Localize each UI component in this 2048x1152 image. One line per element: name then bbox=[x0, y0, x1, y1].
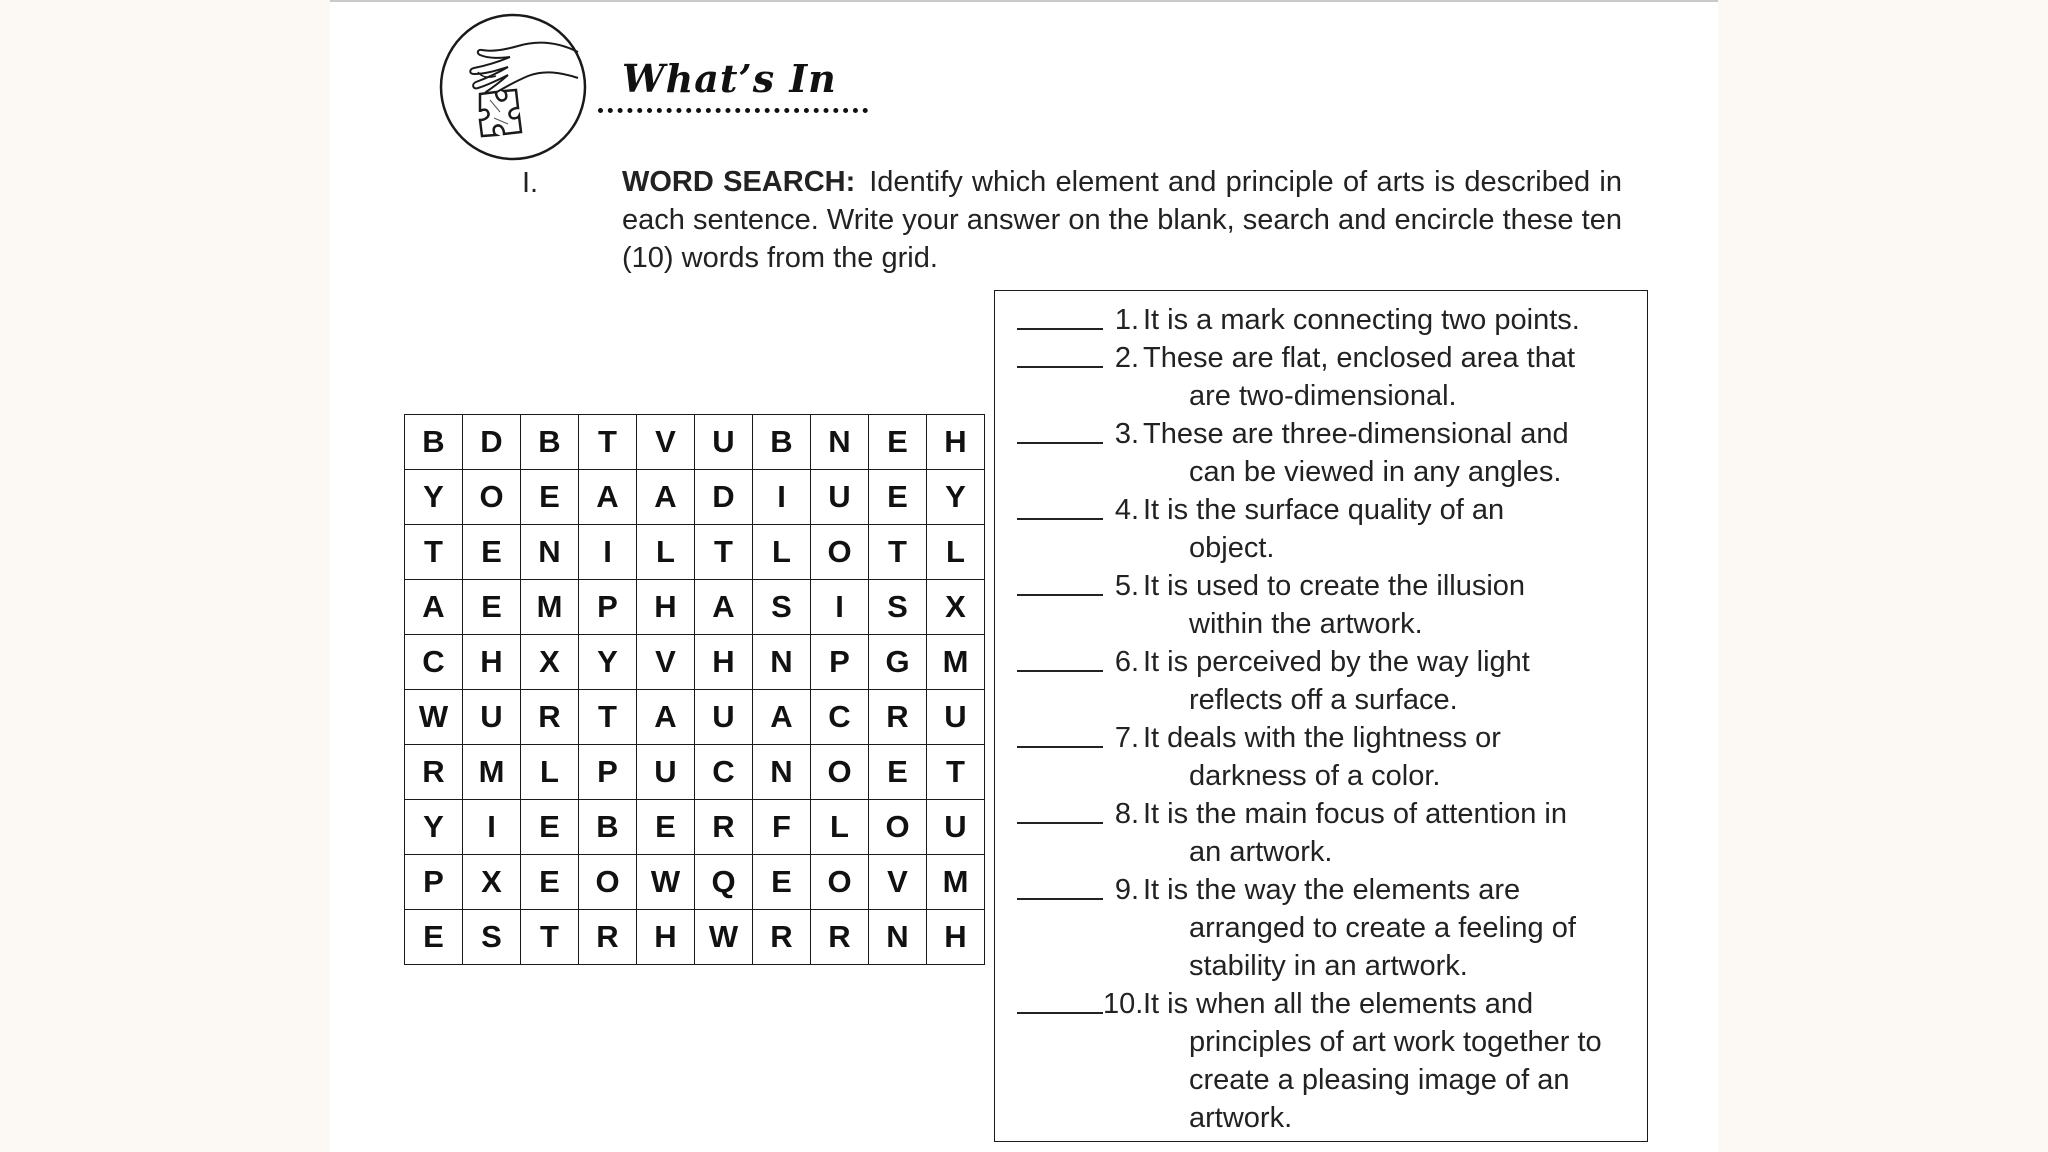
clue-text: It is the way the elements are bbox=[1143, 874, 1521, 906]
grid-cell[interactable]: N bbox=[811, 415, 869, 470]
grid-cell[interactable]: A bbox=[753, 690, 811, 745]
answer-blank[interactable] bbox=[1017, 366, 1103, 368]
clue-text: It is perceived by the way light bbox=[1143, 646, 1530, 678]
grid-cell[interactable]: L bbox=[811, 800, 869, 855]
grid-cell[interactable]: Y bbox=[405, 800, 463, 855]
grid-cell[interactable]: I bbox=[811, 580, 869, 635]
grid-cell[interactable]: O bbox=[869, 800, 927, 855]
clue-number: 5. bbox=[1114, 570, 1139, 602]
clue-item bbox=[1017, 795, 1637, 871]
instruction-text: Identify which element and principle of arts is described in each sentence. Write your answer on the blank, search and encircle these ten (10) words from the grid. bbox=[622, 166, 1622, 274]
grid-cell[interactable]: L bbox=[521, 745, 579, 800]
clue-number: 6. bbox=[1114, 646, 1139, 678]
grid-cell[interactable]: X bbox=[927, 580, 985, 635]
grid-cell[interactable]: N bbox=[753, 745, 811, 800]
clue-number: 1. bbox=[1114, 304, 1139, 336]
clue-text: create a pleasing image of an bbox=[1189, 1064, 1570, 1096]
grid-cell[interactable]: S bbox=[753, 580, 811, 635]
grid-row bbox=[405, 580, 985, 635]
answer-blank[interactable] bbox=[1017, 594, 1103, 596]
grid-row bbox=[405, 855, 985, 910]
grid-cell[interactable]: E bbox=[521, 470, 579, 525]
grid-cell[interactable]: U bbox=[811, 470, 869, 525]
clue-text: can be viewed in any angles. bbox=[1189, 456, 1562, 488]
clue-number: 7. bbox=[1114, 722, 1139, 754]
grid-cell[interactable]: V bbox=[869, 855, 927, 910]
grid-cell[interactable]: A bbox=[637, 690, 695, 745]
grid-cell[interactable]: I bbox=[463, 800, 521, 855]
clue-number: 10. bbox=[1103, 988, 1144, 1020]
grid-cell[interactable]: H bbox=[637, 910, 695, 965]
clue-text: It is the main focus of attention in bbox=[1143, 798, 1567, 830]
clue-item bbox=[1017, 415, 1637, 491]
clue-text: It is a mark connecting two points. bbox=[1143, 304, 1580, 336]
grid-cell[interactable]: U bbox=[695, 690, 753, 745]
clue-text: principles of art work together to bbox=[1189, 1026, 1602, 1058]
grid-cell[interactable]: P bbox=[579, 580, 637, 635]
word-search-grid bbox=[404, 414, 985, 965]
grid-cell[interactable]: P bbox=[405, 855, 463, 910]
clue-item bbox=[1017, 985, 1637, 1137]
grid-cell[interactable]: I bbox=[579, 525, 637, 580]
grid-cell[interactable]: T bbox=[521, 910, 579, 965]
grid-cell[interactable]: P bbox=[811, 635, 869, 690]
hand-placing-puzzle-piece-icon bbox=[438, 12, 588, 162]
clue-item bbox=[1017, 491, 1637, 567]
instructions-paragraph bbox=[622, 163, 1622, 277]
grid-row bbox=[405, 415, 985, 470]
clue-number: 2. bbox=[1114, 342, 1139, 374]
item-numeral: I. bbox=[522, 167, 539, 199]
grid-cell[interactable]: O bbox=[579, 855, 637, 910]
grid-cell[interactable]: F bbox=[753, 800, 811, 855]
clue-item bbox=[1017, 567, 1637, 643]
grid-cell[interactable]: R bbox=[869, 690, 927, 745]
grid-cell[interactable]: R bbox=[753, 910, 811, 965]
grid-cell[interactable]: T bbox=[927, 745, 985, 800]
answer-blank[interactable] bbox=[1017, 1012, 1103, 1014]
grid-cell[interactable]: U bbox=[695, 415, 753, 470]
answer-blank[interactable] bbox=[1017, 328, 1103, 330]
grid-cell[interactable]: P bbox=[579, 745, 637, 800]
grid-cell[interactable]: I bbox=[753, 470, 811, 525]
grid-cell[interactable]: E bbox=[463, 580, 521, 635]
clue-item bbox=[1017, 719, 1637, 795]
clue-item bbox=[1017, 301, 1637, 339]
clues-box bbox=[994, 290, 1648, 1142]
grid-cell[interactable]: H bbox=[463, 635, 521, 690]
grid-row bbox=[405, 470, 985, 525]
grid-cell[interactable]: L bbox=[637, 525, 695, 580]
grid-cell[interactable]: V bbox=[637, 635, 695, 690]
grid-cell[interactable]: M bbox=[927, 855, 985, 910]
grid-cell[interactable]: X bbox=[521, 635, 579, 690]
grid-cell[interactable]: T bbox=[579, 415, 637, 470]
clue-text: object. bbox=[1189, 532, 1275, 564]
clue-text: These are flat, enclosed area that bbox=[1143, 342, 1576, 374]
clue-text: artwork. bbox=[1189, 1102, 1293, 1134]
answer-blank[interactable] bbox=[1017, 898, 1103, 900]
clue-text: It is when all the elements and bbox=[1143, 988, 1534, 1020]
grid-cell[interactable]: A bbox=[405, 580, 463, 635]
clue-item bbox=[1017, 871, 1637, 985]
top-divider bbox=[330, 0, 1718, 2]
grid-cell[interactable]: R bbox=[811, 910, 869, 965]
grid-cell[interactable]: Y bbox=[405, 470, 463, 525]
grid-cell[interactable]: S bbox=[869, 580, 927, 635]
grid-cell[interactable]: H bbox=[637, 580, 695, 635]
grid-cell[interactable]: C bbox=[811, 690, 869, 745]
grid-cell[interactable]: W bbox=[695, 910, 753, 965]
section-title: What’s In bbox=[622, 56, 837, 101]
grid-cell[interactable]: T bbox=[405, 525, 463, 580]
grid-row bbox=[405, 525, 985, 580]
clue-text: stability in an artwork. bbox=[1189, 950, 1468, 982]
answer-blank[interactable] bbox=[1017, 746, 1103, 748]
grid-cell[interactable]: U bbox=[637, 745, 695, 800]
grid-cell[interactable]: A bbox=[579, 470, 637, 525]
clue-text: It is used to create the illusion bbox=[1143, 570, 1526, 602]
grid-cell[interactable]: E bbox=[869, 745, 927, 800]
grid-cell[interactable]: E bbox=[521, 855, 579, 910]
grid-cell[interactable]: E bbox=[405, 910, 463, 965]
grid-cell[interactable]: V bbox=[637, 415, 695, 470]
grid-cell[interactable]: N bbox=[521, 525, 579, 580]
grid-cell[interactable]: B bbox=[521, 415, 579, 470]
grid-cell[interactable]: B bbox=[753, 415, 811, 470]
grid-cell[interactable]: C bbox=[695, 745, 753, 800]
grid-cell[interactable]: O bbox=[463, 470, 521, 525]
title-dotted-underline bbox=[598, 108, 868, 113]
clue-item bbox=[1017, 339, 1637, 415]
grid-cell[interactable]: W bbox=[637, 855, 695, 910]
worksheet-page bbox=[330, 0, 1718, 1152]
grid-cell[interactable]: T bbox=[579, 690, 637, 745]
grid-cell[interactable]: H bbox=[695, 635, 753, 690]
grid-cell[interactable]: W bbox=[405, 690, 463, 745]
grid-cell[interactable]: L bbox=[927, 525, 985, 580]
grid-row bbox=[405, 910, 985, 965]
grid-cell[interactable]: O bbox=[811, 745, 869, 800]
answer-blank[interactable] bbox=[1017, 822, 1103, 824]
grid-cell[interactable]: R bbox=[579, 910, 637, 965]
grid-cell[interactable]: E bbox=[521, 800, 579, 855]
grid-cell[interactable]: Y bbox=[579, 635, 637, 690]
answer-blank[interactable] bbox=[1017, 442, 1103, 444]
grid-cell[interactable]: S bbox=[463, 910, 521, 965]
clue-number: 3. bbox=[1114, 418, 1139, 450]
clue-text: It is the surface quality of an bbox=[1143, 494, 1505, 526]
clue-text: These are three-dimensional and bbox=[1143, 418, 1569, 450]
grid-cell[interactable]: C bbox=[405, 635, 463, 690]
grid-cell[interactable]: E bbox=[753, 855, 811, 910]
grid-cell[interactable]: M bbox=[521, 580, 579, 635]
grid-cell[interactable]: U bbox=[463, 690, 521, 745]
clue-text: an artwork. bbox=[1189, 836, 1333, 868]
grid-cell[interactable]: R bbox=[521, 690, 579, 745]
grid-cell[interactable]: A bbox=[695, 580, 753, 635]
grid-cell[interactable]: Q bbox=[695, 855, 753, 910]
grid-cell[interactable]: R bbox=[405, 745, 463, 800]
grid-cell[interactable]: H bbox=[927, 910, 985, 965]
clue-text: within the artwork. bbox=[1189, 608, 1423, 640]
grid-cell[interactable]: E bbox=[637, 800, 695, 855]
grid-cell[interactable]: E bbox=[869, 415, 927, 470]
grid-cell[interactable]: T bbox=[695, 525, 753, 580]
grid-row bbox=[405, 800, 985, 855]
grid-cell[interactable]: B bbox=[579, 800, 637, 855]
grid-cell[interactable]: T bbox=[869, 525, 927, 580]
clue-text: darkness of a color. bbox=[1189, 760, 1441, 792]
grid-cell[interactable]: U bbox=[927, 800, 985, 855]
grid-cell[interactable]: A bbox=[637, 470, 695, 525]
clue-text: arranged to create a feeling of bbox=[1189, 912, 1576, 944]
answer-blank[interactable] bbox=[1017, 518, 1103, 520]
grid-cell[interactable]: B bbox=[405, 415, 463, 470]
instruction-lead: WORD SEARCH: bbox=[622, 166, 856, 198]
grid-row bbox=[405, 745, 985, 800]
grid-cell[interactable]: H bbox=[927, 415, 985, 470]
grid-cell[interactable]: D bbox=[463, 415, 521, 470]
grid-row bbox=[405, 690, 985, 745]
grid-cell[interactable]: M bbox=[927, 635, 985, 690]
grid-cell[interactable]: G bbox=[869, 635, 927, 690]
grid-cell[interactable]: U bbox=[927, 690, 985, 745]
grid-row bbox=[405, 635, 985, 690]
clue-item bbox=[1017, 643, 1637, 719]
grid-cell[interactable]: L bbox=[753, 525, 811, 580]
grid-cell[interactable]: D bbox=[695, 470, 753, 525]
grid-cell[interactable]: O bbox=[811, 855, 869, 910]
clue-text: It deals with the lightness or bbox=[1143, 722, 1501, 754]
grid-cell[interactable]: E bbox=[869, 470, 927, 525]
grid-cell[interactable]: M bbox=[463, 745, 521, 800]
grid-cell[interactable]: R bbox=[695, 800, 753, 855]
grid-cell[interactable]: E bbox=[463, 525, 521, 580]
clue-number: 4. bbox=[1114, 494, 1139, 526]
grid-cell[interactable]: X bbox=[463, 855, 521, 910]
grid-cell[interactable]: N bbox=[753, 635, 811, 690]
clue-text: reflects off a surface. bbox=[1189, 684, 1458, 716]
clue-number: 8. bbox=[1114, 798, 1139, 830]
grid-cell[interactable]: O bbox=[811, 525, 869, 580]
clue-text: are two-dimensional. bbox=[1189, 380, 1457, 412]
grid-cell[interactable]: N bbox=[869, 910, 927, 965]
answer-blank[interactable] bbox=[1017, 670, 1103, 672]
clue-number: 9. bbox=[1114, 874, 1139, 906]
grid-cell[interactable]: Y bbox=[927, 470, 985, 525]
